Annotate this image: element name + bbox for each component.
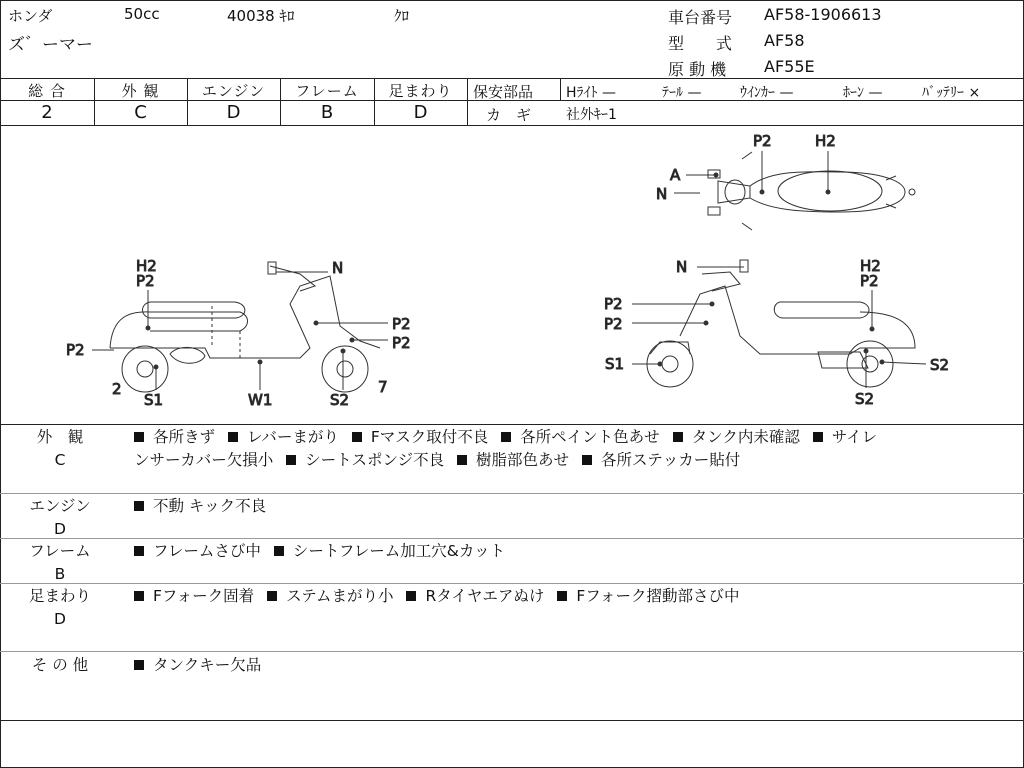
grade-appearance — [94, 80, 187, 123]
remark-item: 不動 キック不良 — [153, 497, 267, 515]
safety-winker: ｳｲﾝｶｰ — — [740, 85, 794, 101]
diag-label: 7 — [378, 378, 388, 396]
divider — [0, 720, 1024, 721]
seat — [774, 302, 869, 318]
mirror — [740, 260, 748, 272]
type-label: 型 式 — [668, 34, 733, 53]
mileage: 40038 ｷﾛ — [227, 7, 295, 25]
grade-label: エンジン — [201, 82, 266, 100]
category-grade: C — [54, 451, 66, 469]
remark-items-appearance — [134, 426, 1014, 472]
scooter-top-view — [708, 152, 915, 230]
maker: ホンダ — [8, 7, 53, 25]
grade-value: 2 — [41, 102, 53, 123]
remark-item: ステムまがり小 — [286, 587, 394, 605]
frame-no-label: 車台番号 — [668, 8, 733, 27]
diag-label: N — [676, 258, 688, 276]
damage-diagram — [0, 126, 1024, 424]
diag-label: S2 — [855, 390, 875, 408]
grade-label: フレーム — [295, 82, 359, 100]
remark-category-other — [18, 654, 102, 677]
diag-label: P2 — [66, 341, 85, 359]
remark-category-frame — [18, 540, 102, 586]
remark-line — [134, 449, 1014, 472]
category-label: そ の 他 — [31, 656, 89, 674]
diag-label: 2 — [112, 380, 122, 398]
divider — [0, 78, 1024, 79]
rear-hub — [137, 361, 153, 377]
remark-items-other — [134, 654, 1014, 677]
grade-value: C — [134, 102, 147, 123]
grade-engine — [187, 80, 280, 123]
divider — [0, 538, 1024, 539]
remark-item: レバーまがり — [246, 428, 339, 446]
diag-label: P2 — [860, 272, 879, 290]
safety-horn: ﾎｰﾝ — — [843, 85, 883, 101]
diag-label: S1 — [605, 355, 625, 373]
divider — [0, 651, 1024, 652]
safety-taillight: ﾃｰﾙ — — [662, 85, 702, 101]
divider — [0, 424, 1024, 425]
frame-no: AF58-1906613 — [764, 5, 882, 24]
diag-label: N — [656, 185, 668, 203]
front-hub — [662, 356, 678, 372]
diag-label: P2 — [392, 334, 411, 352]
divider — [0, 583, 1024, 584]
rear-body — [110, 312, 248, 348]
remark-item: Fフォーク固着 — [153, 587, 255, 605]
diag-label: A — [670, 166, 681, 184]
category-grade: B — [54, 565, 66, 583]
diag-label: S2 — [930, 356, 950, 374]
diag-label: S2 — [330, 391, 350, 409]
remark-line — [134, 426, 1014, 449]
handlebar — [270, 266, 315, 291]
category-label: 外 観 — [36, 428, 84, 446]
diag-label: H2 — [815, 132, 836, 150]
key-label: カ ギ — [486, 106, 532, 124]
front-fender — [650, 342, 690, 354]
rear-wheel — [122, 346, 168, 392]
divider — [0, 493, 1024, 494]
diag-label: N — [332, 259, 344, 277]
remark-item: Fフォーク摺動部さび中 — [576, 587, 740, 605]
front-hub — [337, 361, 353, 377]
grade-label: 外 観 — [121, 82, 160, 100]
seat — [143, 302, 245, 318]
tail-light — [909, 189, 915, 195]
grade-suspension — [374, 80, 467, 123]
remark-category-suspension — [18, 585, 102, 631]
muffler — [170, 347, 205, 363]
lever-right — [708, 207, 720, 215]
displacement: 50cc — [124, 5, 160, 23]
remark-item: 樹脂部色あせ — [476, 451, 570, 469]
diag-label: P2 — [392, 315, 411, 333]
grade-overall — [0, 80, 94, 123]
grade-frame — [280, 80, 374, 123]
category-grade: D — [54, 520, 66, 538]
remark-items-frame — [134, 540, 1014, 563]
remark-item: 各所ステッカー貼付 — [601, 451, 741, 469]
diag-label: H2 — [136, 257, 157, 275]
grade-label: 足まわり — [388, 82, 453, 100]
diag-label: W1 — [248, 391, 273, 409]
remark-item: ンサーカバー欠損小 — [134, 451, 274, 469]
category-label: 足まわり — [28, 587, 91, 605]
engine-value: AF55E — [764, 57, 815, 76]
diag-label: P2 — [136, 272, 155, 290]
category-label: フレーム — [29, 542, 91, 560]
category-grade: D — [54, 610, 66, 628]
key-value: 社外ｷｰ1 — [566, 107, 617, 123]
frame — [680, 286, 915, 354]
type-value: AF58 — [764, 31, 805, 50]
remark-item: フレームさび中 — [153, 542, 261, 560]
diag-label: P2 — [604, 315, 623, 333]
safety-battery: ﾊﾞｯﾃﾘｰ × — [922, 85, 981, 101]
remark-item: 各所きず — [153, 428, 216, 446]
remark-item: シートスポンジ不良 — [305, 451, 445, 469]
diag-label: S1 — [144, 391, 164, 409]
remark-category-appearance — [18, 426, 102, 472]
remark-item: タンク内未確認 — [691, 428, 800, 446]
category-label: エンジン — [29, 497, 91, 515]
remark-items-suspension — [134, 585, 1014, 608]
mirror — [268, 262, 276, 274]
remark-item: サイレ — [831, 428, 878, 446]
safety-label: 保安部品 — [473, 83, 534, 101]
grade-label: 総 合 — [28, 82, 66, 100]
rear-hub — [862, 356, 878, 372]
remark-items-engine — [134, 495, 1014, 518]
grade-value: D — [413, 102, 428, 123]
remark-item: Fマスク取付不良 — [370, 428, 489, 446]
divider — [560, 78, 561, 100]
remark-item: シートフレーム加工穴&カット — [292, 542, 506, 560]
safety-headlight: Hﾗｲﾄ — — [566, 85, 616, 101]
diag-label: H2 — [860, 257, 881, 275]
handlebar — [702, 272, 740, 291]
remark-item: Rタイヤエアぬけ — [425, 587, 545, 605]
diag-label: P2 — [753, 132, 772, 150]
color: ｸﾛ — [394, 7, 410, 25]
front-wheel — [322, 346, 368, 392]
remark-category-engine — [18, 495, 102, 541]
grade-value: D — [226, 102, 241, 123]
remark-item: タンクキー欠品 — [153, 656, 262, 674]
hidden-line — [212, 306, 240, 358]
grade-value: B — [320, 102, 334, 123]
diag-label: P2 — [604, 295, 623, 313]
engine-label: 原 動 機 — [668, 60, 727, 79]
model-name: ズ゛ーマー — [8, 35, 93, 55]
divider — [467, 78, 468, 125]
remark-item: 各所ペイント色あせ — [520, 428, 660, 446]
